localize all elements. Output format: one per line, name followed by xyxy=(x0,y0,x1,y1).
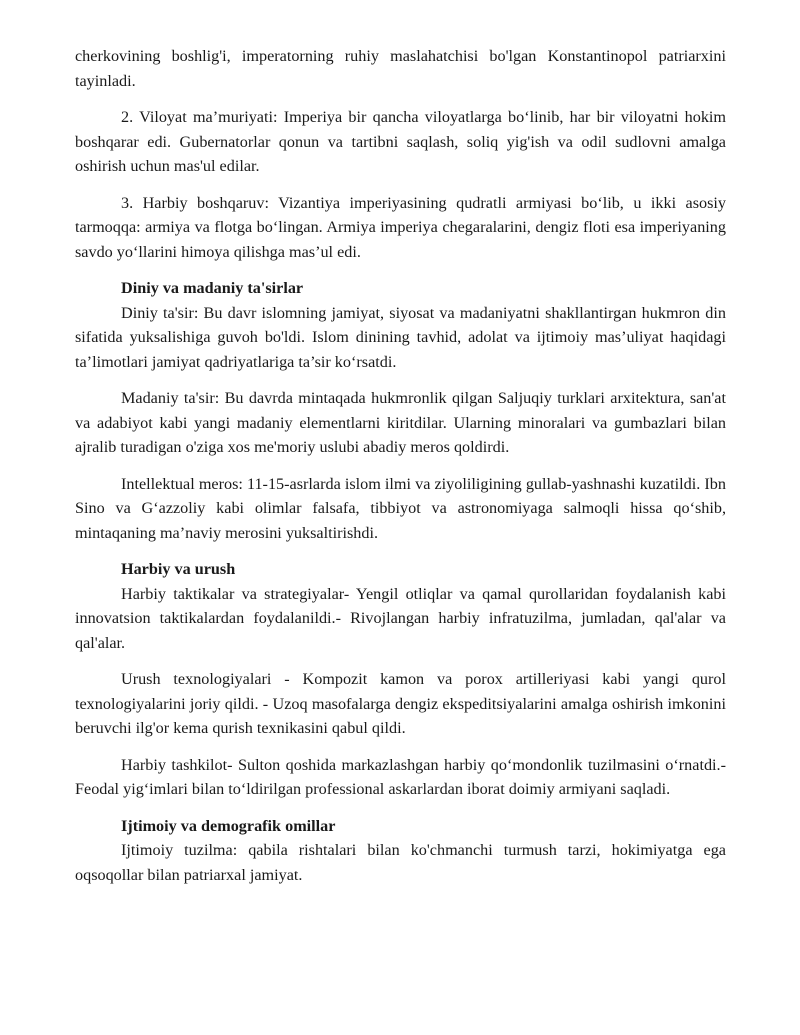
paragraph-provincial-administration: 2. Viloyat ma’muriyati: Imperiya bir qancha viloyatlarga bo‘linib, har bir viloyatni hokim boshqarar edi. Gubernatorlar qonun va tartibni saqlash, soliq yig'ish va odil sudlovni amalga oshirish uchun mas'ul edilar. xyxy=(75,108,726,175)
paragraph-intellectual-heritage: Intellektual meros: 11-15-asrlarda islom ilmi va ziyoliligining gullab-yashnashi kuzatildi. Ibn Sino va G‘azzoliy kabi olimlar falsafa, tibbiyot va astronomiyaga salmoqli hissa qo‘shib, mintaqaning ma’naviy merosini yuksaltirishdi. xyxy=(75,474,726,542)
paragraph-military-administration: 3. Harbiy boshqaruv: Vizantiya imperiyasining qudratli armiyasi bo‘lib, u ikki asosiy tarmoqqa: armiya va flotga bo‘lingan. Armiya imperiya chegaralarini, dengiz floti esa imperiyaning savdo yo‘llarini himoya qilishga mas’ul edi. xyxy=(75,193,726,261)
paragraph-patriarch: cherkovining boshlig'i, imperatorning ruhiy maslahatchisi bo'lgan Konstantinopol patriarxini tayinladi. xyxy=(75,47,726,90)
heading-religious-cultural: Diniy va madaniy ta'sirlar xyxy=(121,279,304,297)
paragraph-social-structure: Ijtimoiy tuzilma: qabila rishtalari bilan ko'chmanchi turmush tarzi, hokimiyatga ega oqsoqollar bilan patriarxal jamiyat. xyxy=(75,841,726,884)
paragraph-war-technologies: Urush texnologiyalari - Kompozit kamon va porox artilleriyasi kabi yangi qurol texnologiyalarini joriy qildi. - Uzoq masofalarga dengiz ekspeditsiyalarini amalga oshirish imkonini beruvchi ilg'or kema qurish texnikasini qabul qildi. xyxy=(75,670,726,737)
heading-military-warfare: Harbiy va urush xyxy=(121,560,236,578)
heading-social-demographic: Ijtimoiy va demografik omillar xyxy=(121,816,336,835)
paragraph-military-tactics: Harbiy taktikalar va strategiyalar- Yengil otliqlar va qamal qurollaridan foydalanish kabi innovatsion taktikalardan foydalanildi.- Rivojlangan harbiy infratuzilma, jumladan, qal'alar va qal'alar. xyxy=(75,584,726,652)
paragraph-cultural-influence: Madaniy ta'sir: Bu davrda mintaqada hukmronlik qilgan Saljuqiy turklari arxitektura, san'at va adabiyot kabi yangi madaniy elementlarni kiritdilar. Ularning minoralari va gumbazlari bilan ajralib turadigan o'ziga xos me'moriy uslubi abadiy meros qoldirdi. xyxy=(75,389,726,456)
paragraph-military-organization: Harbiy tashkilot- Sulton qoshida markazlashgan harbiy qo‘mondonlik tuzilmasini o‘rnatdi.- Feodal yig‘imlari bilan to‘ldirilgan professional askarlardan iborat doimiy armiyani saqladi. xyxy=(75,755,726,798)
paragraph-religious-influence: Diniy ta'sir: Bu davr islomning jamiyat, siyosat va madaniyatni shakllantirgan hukmron din sifatida yuksalishiga guvoh bo'ldi. Islom dinining tavhid, adolat va ijtimoiy mas’uliyat haqidagi ta’limotlari jamiyat qadriyatlariga ta’sir ko‘rsatdi. xyxy=(75,303,726,371)
document-page xyxy=(75,44,726,887)
